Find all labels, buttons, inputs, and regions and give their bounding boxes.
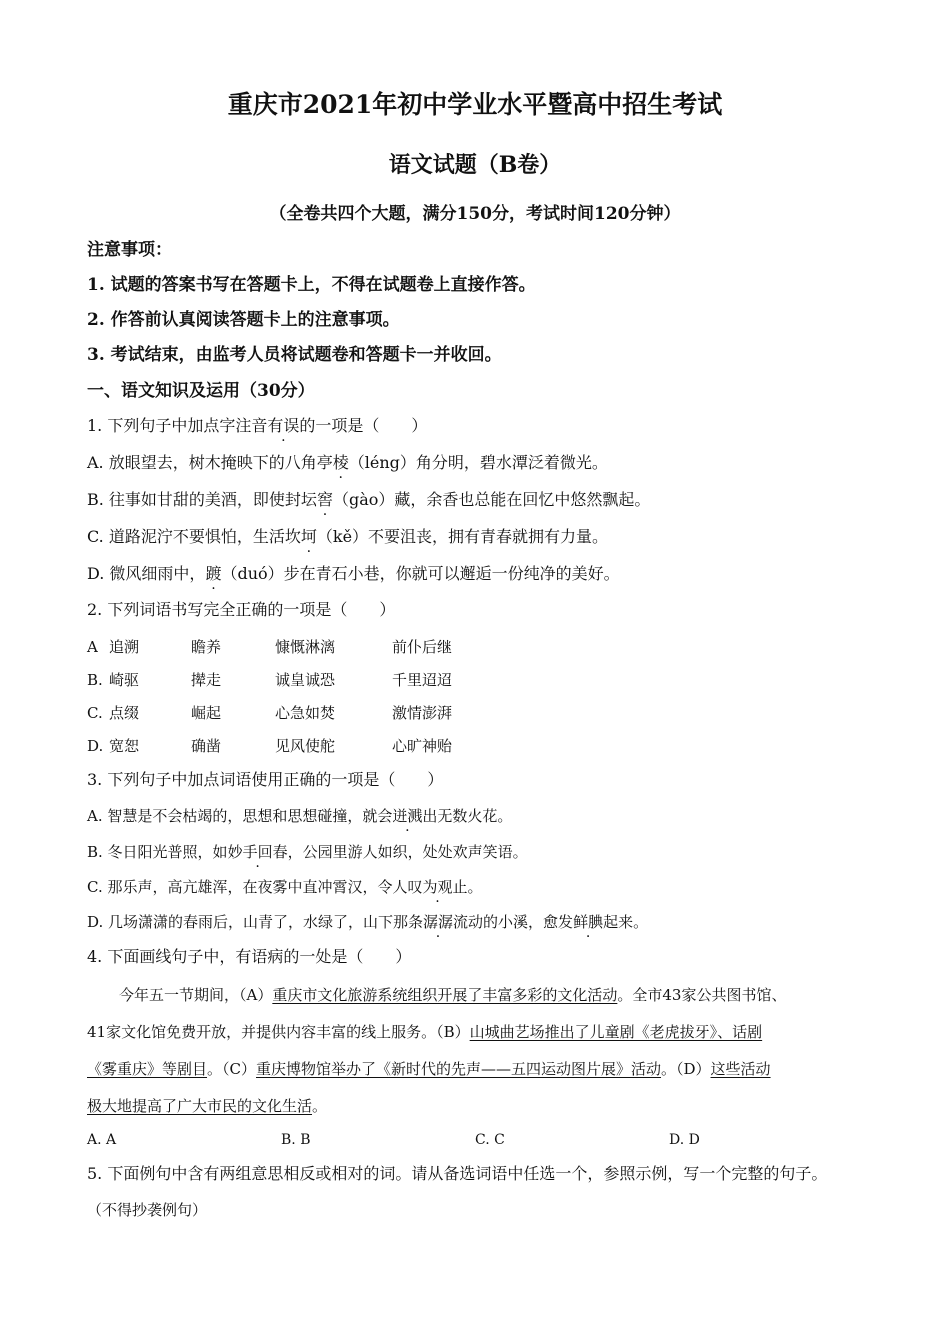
notice-item-3: 3. 考试结束，由监考人员将试题卷和答题卡一并收回。 bbox=[87, 345, 502, 365]
exam-title: 重庆市2021年初中学业水平暨高中招生考试 bbox=[227, 90, 723, 119]
section-heading: 一、语文知识及运用（30分） bbox=[87, 381, 315, 401]
q3-option-a: A. 智慧是不会枯竭的，思想和思想碰撞，就会迸溅出无数火花。 bbox=[87, 807, 513, 825]
exam-subtitle: 语文试题（B卷） bbox=[388, 152, 562, 178]
q4-answer-a: A. A bbox=[87, 1132, 117, 1148]
q3-option-c: C. 那乐声，高亢雄浑，在夜雾中直冲霄汉，令人叹为观止。 bbox=[87, 878, 483, 896]
q1-option-d: D. 微风细雨中，踱（duó）步在青石小巷，你就可以邂逅一份纯净的美好。 bbox=[87, 564, 620, 583]
q3-option-b: B. 冬日阳光普照，如妙手回春，公园里游人如织，处处欢声笑语。 bbox=[87, 843, 528, 861]
q5-stem: 5. 下面例句中含有两组意思相反或相对的词。请从备选词语中任选一个，参照示例，写一个完整的句子。 bbox=[87, 1164, 828, 1183]
q2-option-a: A 追溯 瞻养 慷慨淋漓 前仆后继 bbox=[87, 638, 453, 656]
q4-answer-c: C. C bbox=[475, 1132, 505, 1148]
q1-option-c: C. 道路泥泞不要惧怕，生活坎坷（kě）不要沮丧，拥有青春就拥有力量。 bbox=[87, 527, 609, 546]
q4-passage-line-2: 41家文化馆免费开放，并提供内容丰富的线上服务。（B）山城曲艺场推出了儿童剧《老虎拔牙》、话剧 bbox=[87, 1023, 763, 1041]
q1-option-b: B. 往事如甘甜的美酒，即使封坛窖（gào）藏，余香也总能在回忆中悠然飘起。 bbox=[87, 490, 651, 509]
q4-passage-line-3: 《雾重庆》等剧目。（C）重庆博物馆举办了《新时代的先声——五四运动图片展》活动。（D）这些活动 bbox=[87, 1060, 771, 1078]
q4-answers bbox=[87, 1130, 863, 1150]
q2-option-c: C. 点缀 崛起 心急如焚 激情澎湃 bbox=[87, 704, 453, 722]
exam-info: （全卷共四个大题，满分150分，考试时间120分钟） bbox=[269, 204, 681, 224]
q5-note: （不得抄袭例句） bbox=[87, 1201, 208, 1219]
notice-heading: 注意事项： bbox=[87, 240, 172, 260]
q4-passage-line-1: 今年五一节期间，（A）重庆市文化旅游系统组织开展了丰富多彩的文化活动。全市43家公共图书馆、 bbox=[119, 986, 787, 1004]
q4-answer-d: D. D bbox=[669, 1132, 700, 1148]
q1-stem: 1. 下列句子中加点字注音有误的一项是（ ） bbox=[87, 416, 428, 435]
q2-stem: 2. 下列词语书写完全正确的一项是（ ） bbox=[87, 600, 396, 619]
q2-option-b: B. 崎驱 撵走 诚皇诚恐 千里迢迢 bbox=[87, 671, 453, 689]
q1-option-a: A. 放眼望去，树木掩映下的八角亭棱（léng）角分明，碧水潭泛着微光。 bbox=[87, 453, 608, 472]
q4-answer-b: B. B bbox=[281, 1132, 311, 1148]
q3-stem: 3. 下列句子中加点词语使用正确的一项是（ ） bbox=[87, 770, 444, 789]
q4-passage-line-4: 极大地提高了广大市民的文化生活。 bbox=[87, 1097, 328, 1115]
q4-stem: 4. 下面画线句子中，有语病的一处是（ ） bbox=[87, 947, 412, 966]
notice-item-2: 2. 作答前认真阅读答题卡上的注意事项。 bbox=[87, 310, 400, 330]
notice-item-1: 1. 试题的答案书写在答题卡上，不得在试题卷上直接作答。 bbox=[87, 275, 536, 295]
q3-option-d: D. 几场潇潇的春雨后，山青了，水绿了，山下那条潺潺流动的小溪，愈发鲜腆起来。 bbox=[87, 913, 649, 931]
q2-option-d: D. 宽恕 确凿 见风使舵 心旷神贻 bbox=[87, 737, 453, 755]
